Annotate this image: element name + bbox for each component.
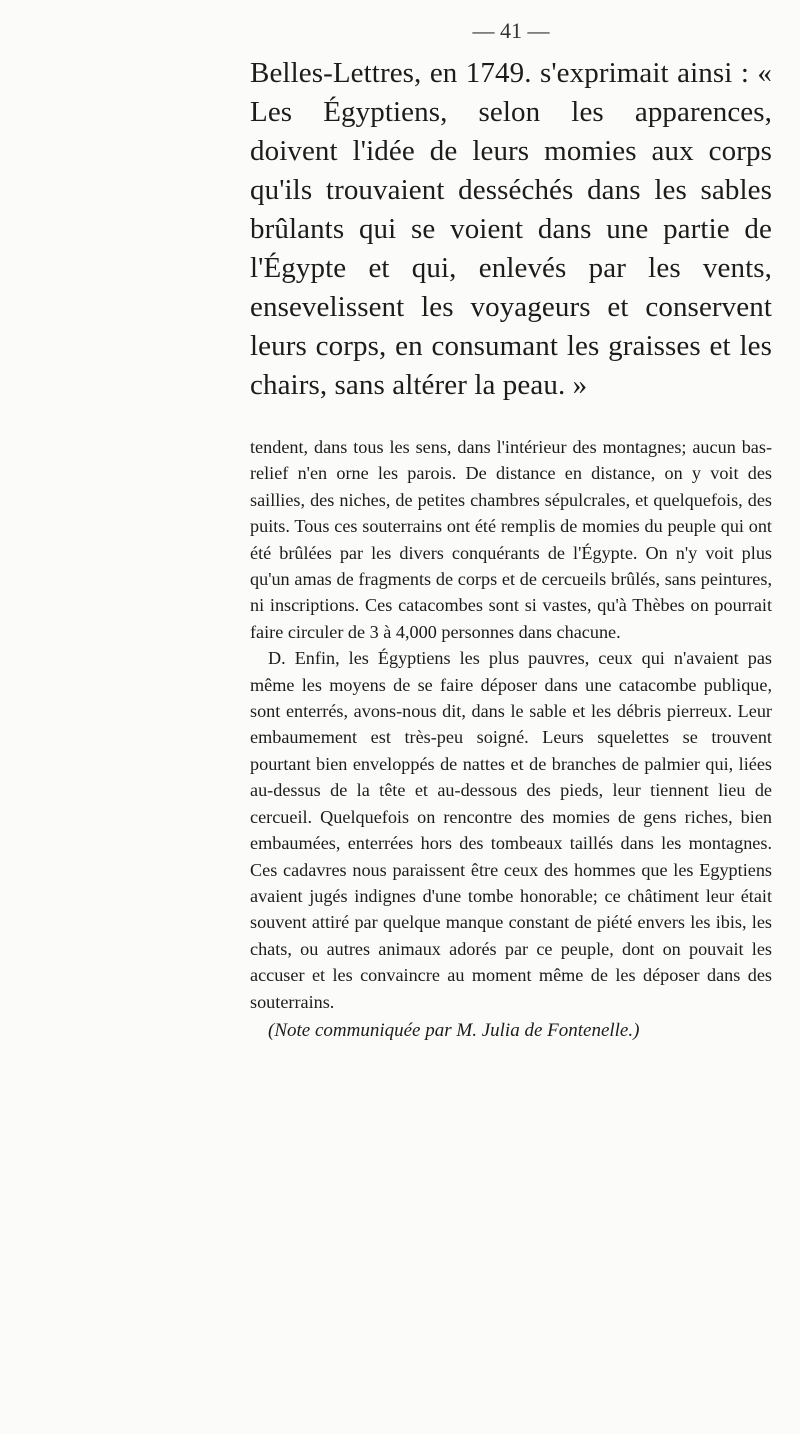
main-paragraph: Belles-Lettres, en 1749. s'exprimait ainsi : « Les Égyptiens, selon les apparences, doivent l'idée de leurs momies aux corps qu'ils trouvaient desséchés dans les sables brûlants qui se voient dans une partie de l'Égypte et qui, enlevés par les vents, ensevelissent les voyageurs et conservent leurs corps, en consumant les graisses et les chairs, sans altérer la peau. » [250,57,772,401]
footnote-paragraph-2: D. Enfin, les Égyptiens les plus pauvres, ceux qui n'avaient pas même les moyens de se faire déposer dans une catacombe publique, sont enterrés, avons-nous dit, dans le sable et les débris pierreux. Leur embaumement est très-peu soigné. Leurs squelettes se trouvent pourtant bien enveloppés de nattes et de branches de palmier qui, liées au-dessus de la tête et au-dessous des pieds, leur tiennent lieu de cercueil. Quelquefois on rencontre des momies de gens riches, bien embaumées, enterrées hors des tombeaux taillés dans les montagnes. Ces cadavres nous paraissent être ceux des hommes que les Egyptiens avaient jugés indignes d'une tombe honorable; ce châtiment leur était souvent attiré par quelque manque constant de piété envers les ibis, les chats, ou autres animaux adorés par ce peuple, dont on pouvait les accuser et les convaincre au moment même de les déposer dans des souterrains. [250,648,772,1012]
footnote-paragraph-1: tendent, dans tous les sens, dans l'intérieur des montagnes; aucun bas-relief n'en orne les parois. De distance en distance, on y voit des saillies, des niches, de petites chambres sépulcrales, et quelquefois, des puits. Tous ces souterrains ont été remplis de momies du peuple qui ont été brûlées par les divers conquérants de l'Égypte. On n'y voit plus qu'un amas de fragments de corps et de cercueils brûlés, sans peintures, ni inscriptions. Ces catacombes sont si vastes, qu'à Thèbes on pourrait faire circuler de 3 à 4,000 personnes dans chacune. [250,437,772,642]
footnote-attribution: (Note communiquée par M. Julia de Fontenelle.) [268,1019,640,1041]
footnote [250,434,772,1015]
page-number: — 41 — [472,18,550,43]
